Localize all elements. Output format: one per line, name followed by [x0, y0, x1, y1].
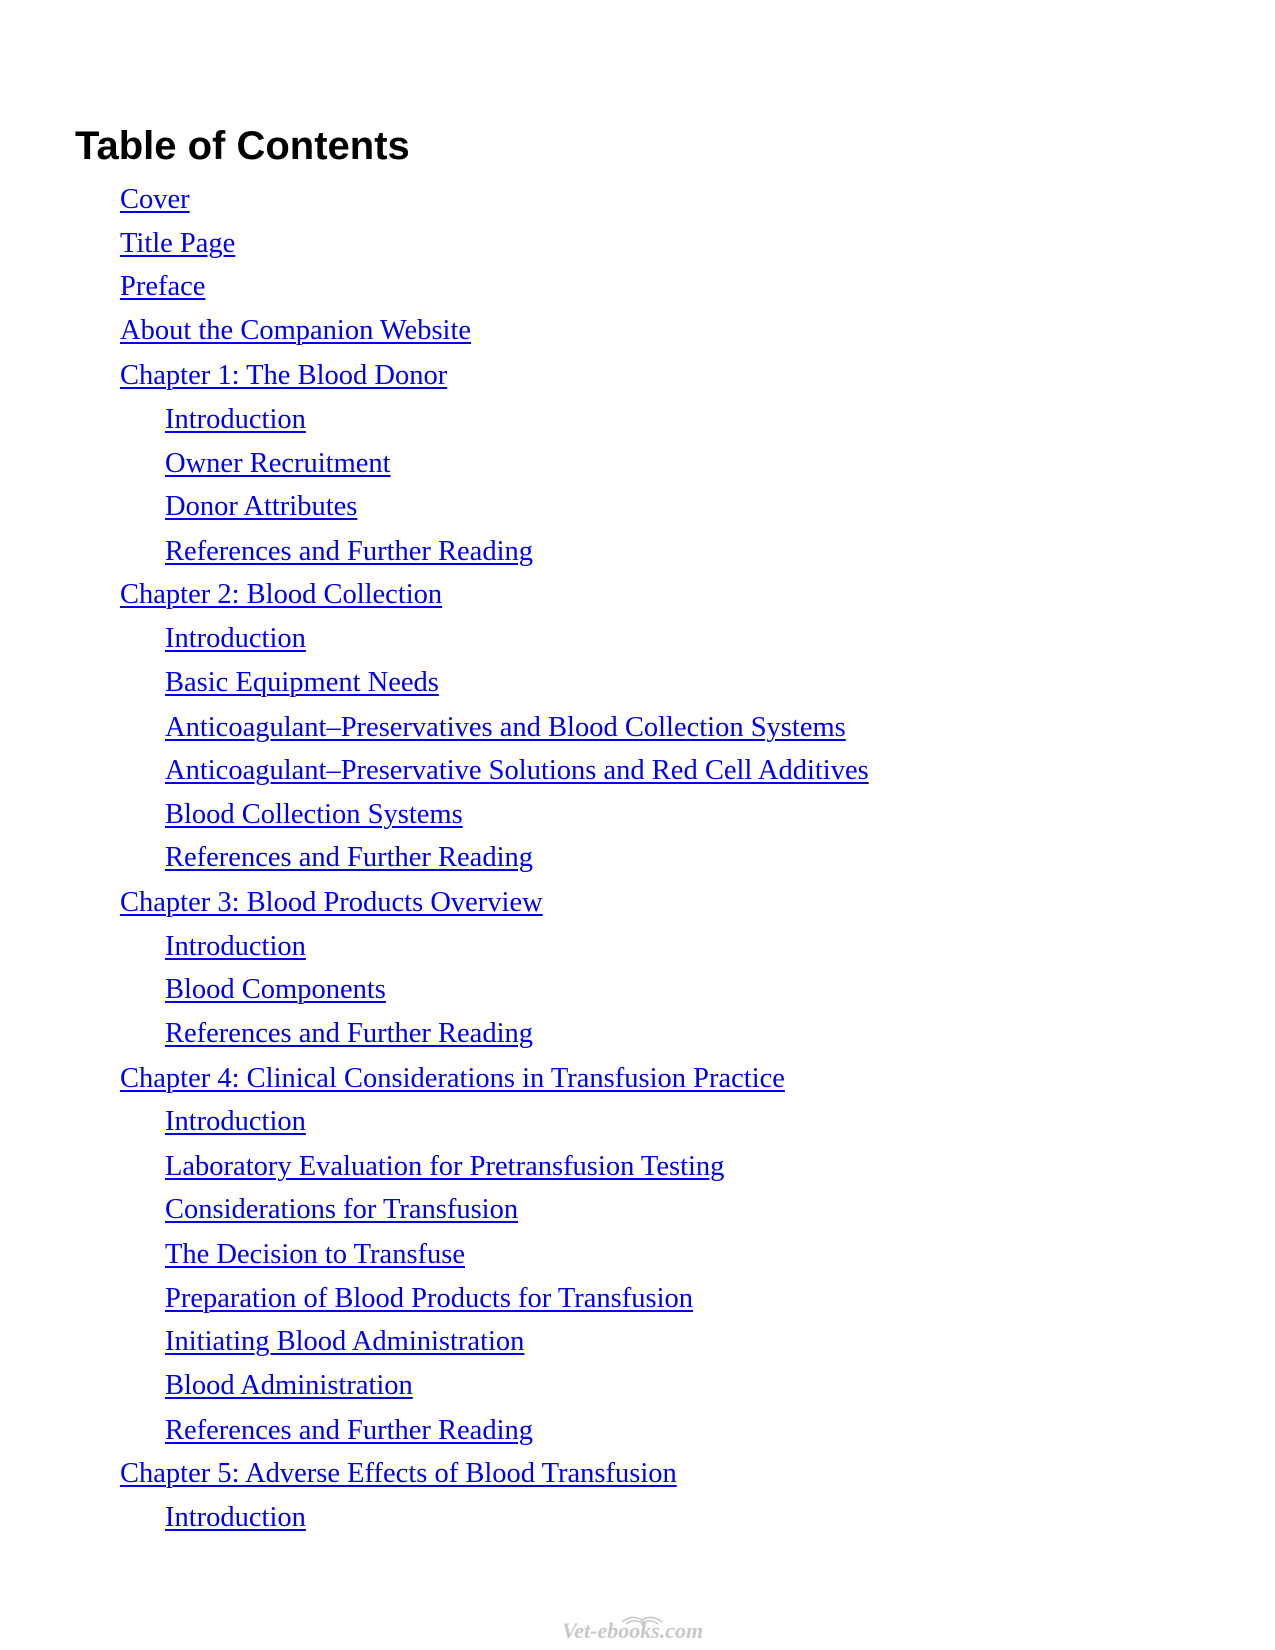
toc-link-ch3-references[interactable]: References and Further Reading: [165, 1018, 533, 1049]
toc-entry: [120, 182, 190, 218]
toc-link-ch4-laboratory-evaluation[interactable]: Laboratory Evaluation for Pretransfusion Testing: [165, 1151, 725, 1182]
toc-link-ch3-introduction[interactable]: Introduction: [165, 931, 306, 962]
toc-entry: [120, 313, 471, 349]
toc-link-cover[interactable]: Cover: [120, 184, 190, 215]
toc-entry: [165, 1149, 724, 1185]
toc-entry: [120, 358, 447, 394]
toc-link-ch2-basic-equipment[interactable]: Basic Equipment Needs: [165, 667, 439, 698]
toc-link-ch1-introduction[interactable]: Introduction: [165, 404, 306, 435]
toc-entry: [165, 665, 439, 701]
toc-entry: [165, 1413, 533, 1449]
toc-entry: [120, 885, 543, 921]
toc-link-title-page[interactable]: Title Page: [120, 228, 236, 259]
toc-entry: [165, 1281, 693, 1317]
toc-link-ch5-introduction[interactable]: Introduction: [165, 1502, 306, 1533]
watermark-logo: [560, 1610, 720, 1642]
toc-link-ch4-blood-administration[interactable]: Blood Administration: [165, 1370, 413, 1401]
toc-entry: [120, 226, 235, 262]
toc-link-chapter-2[interactable]: Chapter 2: Blood Collection: [120, 579, 443, 610]
toc-link-ch2-references[interactable]: References and Further Reading: [165, 842, 533, 873]
toc-link-companion-website[interactable]: About the Companion Website: [120, 315, 472, 346]
toc-entry: [165, 489, 357, 525]
watermark-text: Vet-ebooks.com: [562, 1618, 704, 1642]
toc-link-ch4-initiating-administration[interactable]: Initiating Blood Administration: [165, 1326, 525, 1357]
toc-link-ch4-decision-to-transfuse[interactable]: The Decision to Transfuse: [165, 1239, 466, 1270]
toc-entry: [165, 1500, 306, 1536]
page-title: Table of Contents: [75, 124, 410, 168]
toc-entry: [120, 269, 205, 305]
toc-link-preface[interactable]: Preface: [120, 271, 206, 302]
toc-link-ch4-considerations[interactable]: Considerations for Transfusion: [165, 1194, 519, 1225]
toc-link-chapter-3[interactable]: Chapter 3: Blood Products Overview: [120, 887, 543, 918]
toc-entry: [165, 621, 306, 657]
toc-link-ch2-anticoagulant-systems[interactable]: Anticoagulant–Preservatives and Blood Collection Systems: [165, 712, 846, 743]
toc-entry: [120, 577, 442, 613]
toc-entry: [165, 1368, 413, 1404]
toc-link-ch4-references[interactable]: References and Further Reading: [165, 1415, 533, 1446]
toc-link-ch1-donor-attributes[interactable]: Donor Attributes: [165, 491, 358, 522]
toc-link-ch2-anticoagulant-solutions[interactable]: Anticoagulant–Preservative Solutions and Red Cell Additives: [165, 755, 869, 786]
toc-link-ch1-references[interactable]: References and Further Reading: [165, 536, 533, 567]
toc-entry: [165, 446, 391, 482]
toc-entry: [165, 972, 386, 1008]
toc-link-chapter-4[interactable]: Chapter 4: Clinical Considerations in Transfusion Practice: [120, 1063, 785, 1094]
toc-entry: [165, 753, 869, 789]
watermark: [560, 1610, 720, 1642]
toc-entry: [165, 710, 846, 746]
toc-entry: [165, 1324, 524, 1360]
toc-entry: [120, 1061, 785, 1097]
toc-link-ch3-blood-components[interactable]: Blood Components: [165, 974, 386, 1005]
toc-link-chapter-1[interactable]: Chapter 1: The Blood Donor: [120, 360, 448, 391]
toc-entry: [120, 1456, 677, 1492]
toc-link-ch4-preparation[interactable]: Preparation of Blood Products for Transfusion: [165, 1283, 694, 1314]
toc-entry: [165, 929, 306, 965]
toc-entry: [165, 1104, 306, 1140]
toc-entry: [165, 402, 306, 438]
toc-entry: [165, 1192, 518, 1228]
toc-link-chapter-5[interactable]: Chapter 5: Adverse Effects of Blood Transfusion: [120, 1458, 677, 1489]
toc-entry: [165, 840, 533, 876]
toc-link-ch4-introduction[interactable]: Introduction: [165, 1106, 306, 1137]
toc-link-ch2-introduction[interactable]: Introduction: [165, 623, 306, 654]
toc-link-ch2-collection-systems[interactable]: Blood Collection Systems: [165, 799, 463, 830]
toc-entry: [165, 534, 533, 570]
toc-link-ch1-owner-recruitment[interactable]: Owner Recruitment: [165, 448, 391, 479]
toc-entry: [165, 797, 463, 833]
toc-entry: [165, 1237, 465, 1273]
toc-entry: [165, 1016, 533, 1052]
